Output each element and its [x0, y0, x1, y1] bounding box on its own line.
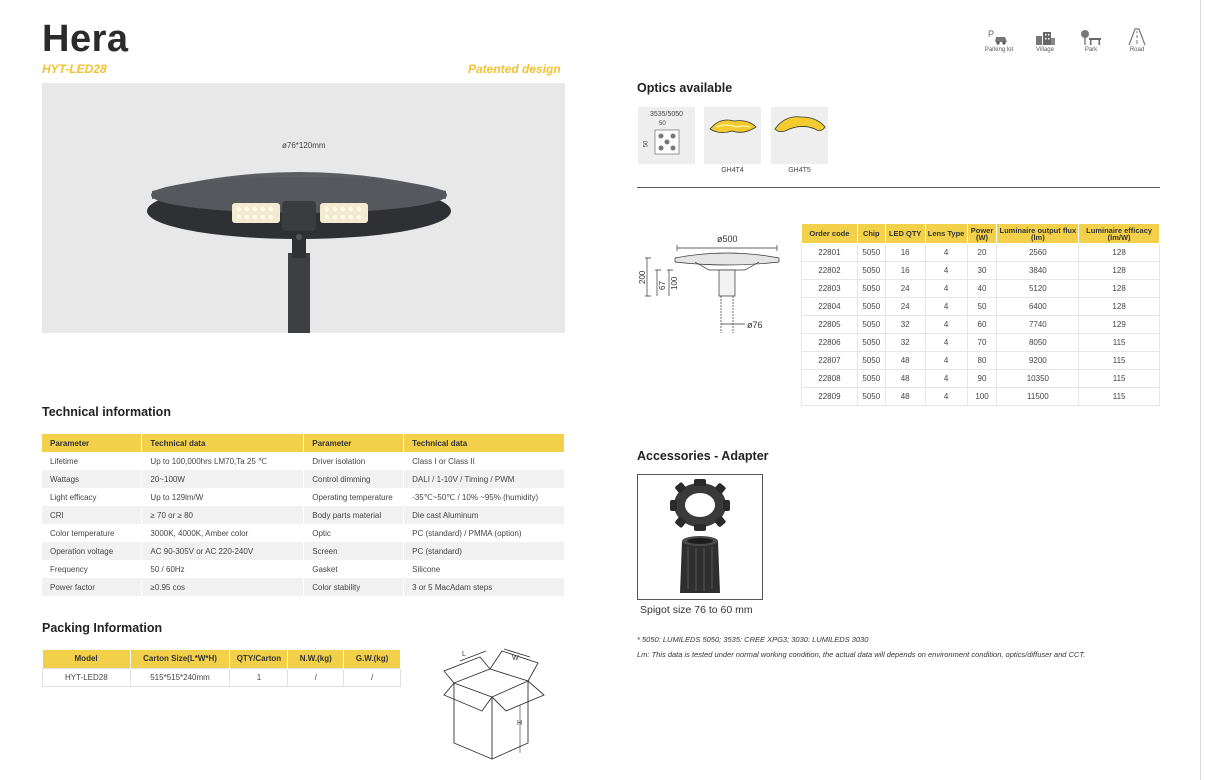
- packing-heading: Packing Information: [42, 621, 163, 635]
- table-cell: Color stability: [304, 578, 404, 596]
- table-cell: 5050: [857, 352, 885, 370]
- chip-dim-height: 50: [643, 140, 650, 148]
- table-cell: 22806: [802, 334, 858, 352]
- table-row: [802, 316, 1160, 334]
- table-cell: -35℃~50℃ / 10% ~95% (humidity): [404, 488, 565, 506]
- table-cell: 11500: [997, 388, 1079, 406]
- table-cell: 16: [885, 244, 925, 262]
- table-cell: 4: [925, 334, 967, 352]
- table-cell: 115: [1079, 334, 1160, 352]
- road-icon: [1126, 28, 1148, 46]
- chip-type-label: 3535/5050: [649, 111, 684, 118]
- table-row: [42, 488, 565, 506]
- table-cell: 22808: [802, 370, 858, 388]
- table-cell: 22802: [802, 262, 858, 280]
- table-cell: 22804: [802, 298, 858, 316]
- table-row: [42, 524, 565, 542]
- table-cell: 8050: [997, 334, 1079, 352]
- table-cell: /: [344, 668, 401, 686]
- column-header: G.W.(kg): [344, 650, 401, 668]
- table-cell: 22801: [802, 244, 858, 262]
- packing-table: [42, 650, 401, 687]
- chip-grid-icon: [654, 129, 680, 155]
- application-label: Village: [1036, 47, 1054, 53]
- column-header: N.W.(kg): [288, 650, 344, 668]
- photo-dimension: ø76*120mm: [282, 141, 326, 150]
- table-cell: 115: [1079, 388, 1160, 406]
- table-cell: Lifetime: [42, 452, 142, 470]
- parking-lot-icon: [988, 28, 1010, 46]
- table-cell: 22803: [802, 280, 858, 298]
- table-cell: 5050: [857, 262, 885, 280]
- dim-top: ø500: [717, 234, 738, 244]
- table-cell: 5050: [857, 244, 885, 262]
- table-cell: 22807: [802, 352, 858, 370]
- column-header: Order code: [802, 224, 858, 244]
- application-road: [1120, 28, 1154, 53]
- box-label-w: W: [512, 655, 519, 662]
- optic-label: GH4T4: [721, 167, 744, 174]
- column-header: Luminaire efficacy (lm/W): [1079, 224, 1160, 244]
- table-cell: Color temperature: [42, 524, 142, 542]
- table-cell: 32: [885, 316, 925, 334]
- chip-dim-width: 50: [659, 121, 666, 127]
- table-cell: Driver isolation: [304, 452, 404, 470]
- table-cell: 4: [925, 388, 967, 406]
- table-cell: Operation voltage: [42, 542, 142, 560]
- optic-chip-layout: [638, 107, 695, 164]
- table-cell: 80: [967, 352, 997, 370]
- table-row: [43, 668, 401, 686]
- box-label-h: H: [517, 720, 523, 727]
- table-row: [802, 244, 1160, 262]
- table-cell: 9200: [997, 352, 1079, 370]
- svg-text:P: P: [988, 29, 995, 39]
- application-label: Parking lot: [984, 47, 1014, 53]
- dim-h3: 100: [670, 276, 679, 290]
- table-row: [802, 262, 1160, 280]
- table-cell: 7740: [997, 316, 1079, 334]
- table-cell: ≥ 70 or ≥ 80: [142, 506, 304, 524]
- table-cell: /: [288, 668, 344, 686]
- table-cell: 50 / 60Hz: [142, 560, 304, 578]
- table-row: [42, 470, 565, 488]
- table-cell: 20~100W: [142, 470, 304, 488]
- table-cell: 6400: [997, 298, 1079, 316]
- table-cell: 60: [967, 316, 997, 334]
- table-cell: 128: [1079, 244, 1160, 262]
- table-row: [42, 578, 565, 596]
- table-cell: 115: [1079, 352, 1160, 370]
- table-cell: 129: [1079, 316, 1160, 334]
- adapter-caption: Spigot size 76 to 60 mm: [640, 604, 753, 616]
- table-row: [802, 352, 1160, 370]
- table-cell: DALI / 1-10V / Timing / PWM: [404, 470, 565, 488]
- table-cell: 48: [885, 388, 925, 406]
- column-header: Model: [43, 650, 131, 668]
- table-cell: 4: [925, 280, 967, 298]
- table-cell: Up to 129lm/W: [142, 488, 304, 506]
- table-cell: 70: [967, 334, 997, 352]
- table-cell: ≥0.95 cos: [142, 578, 304, 596]
- table-cell: HYT-LED28: [43, 668, 131, 686]
- column-header: Carton Size(L*W*H): [130, 650, 230, 668]
- table-cell: 4: [925, 316, 967, 334]
- table-cell: 10350: [997, 370, 1079, 388]
- table-cell: PC (standard) / PMMA (option): [404, 524, 565, 542]
- table-cell: 48: [885, 370, 925, 388]
- table-row: [802, 370, 1160, 388]
- table-cell: Control dimming: [304, 470, 404, 488]
- dim-h1: 200: [638, 270, 647, 284]
- table-cell: 4: [925, 244, 967, 262]
- table-row: [802, 388, 1160, 406]
- section-divider: [637, 187, 1160, 188]
- table-cell: Silicone: [404, 560, 565, 578]
- lumen-note: Lm: This data is tested under normal working condition, the actual data will depends on environment condition, optics/diffuser and CCT.: [637, 650, 1086, 659]
- application-label: Park: [1084, 47, 1098, 53]
- product-title: Hera: [42, 18, 129, 60]
- application-village: [1028, 28, 1062, 53]
- table-cell: 90: [967, 370, 997, 388]
- table-cell: 5120: [997, 280, 1079, 298]
- table-cell: 5050: [857, 370, 885, 388]
- chip-note: * 5050: LUMILEDS 5050; 3535: CREE XPG3; 3030: LUMILEDS 3030: [637, 635, 869, 644]
- column-header: Lens Type: [925, 224, 967, 244]
- table-cell: 5050: [857, 298, 885, 316]
- table-cell: 5050: [857, 388, 885, 406]
- table-cell: 3 or 5 MacAdam steps: [404, 578, 565, 596]
- table-cell: 24: [885, 298, 925, 316]
- table-cell: Die cast Aluminum: [404, 506, 565, 524]
- column-header: Luminaire output flux (lm): [997, 224, 1079, 244]
- table-cell: 5050: [857, 280, 885, 298]
- lens-gh4t5-icon: [771, 107, 828, 164]
- table-cell: 128: [1079, 298, 1160, 316]
- table-row: [42, 452, 565, 470]
- application-parking: [982, 28, 1016, 53]
- column-header: Power (W): [967, 224, 997, 244]
- table-cell: 115: [1079, 370, 1160, 388]
- table-row: [802, 334, 1160, 352]
- table-cell: 128: [1079, 262, 1160, 280]
- table-cell: Power factor: [42, 578, 142, 596]
- lens-gh4t4-icon: [704, 107, 761, 164]
- table-cell: Screen: [304, 542, 404, 560]
- table-cell: Wattags: [42, 470, 142, 488]
- column-header: LED QTY: [885, 224, 925, 244]
- dimension-drawing: [637, 228, 787, 343]
- product-photo: [42, 83, 565, 333]
- table-cell: Operating temperature: [304, 488, 404, 506]
- table-row: [42, 506, 565, 524]
- technical-heading: Technical information: [42, 405, 171, 419]
- table-row: [42, 560, 565, 578]
- accessories-heading: Accessories - Adapter: [637, 449, 769, 463]
- table-cell: Up to 100,000hrs LM70,Ta 25 ℃: [142, 452, 304, 470]
- model-code: HYT-LED28: [42, 62, 107, 76]
- column-header: Parameter: [304, 434, 404, 452]
- table-cell: 22809: [802, 388, 858, 406]
- optic-gh4t5: [771, 107, 828, 164]
- column-header: Chip: [857, 224, 885, 244]
- table-cell: 4: [925, 298, 967, 316]
- table-cell: 100: [967, 388, 997, 406]
- table-cell: Light efficacy: [42, 488, 142, 506]
- table-cell: Class I or Class II: [404, 452, 565, 470]
- table-cell: 16: [885, 262, 925, 280]
- column-header: Parameter: [42, 434, 142, 452]
- application-park: [1074, 28, 1108, 53]
- carton-box-drawing: [440, 643, 550, 763]
- table-cell: 4: [925, 370, 967, 388]
- table-cell: 50: [967, 298, 997, 316]
- optics-heading: Optics available: [637, 81, 733, 95]
- table-cell: 2560: [997, 244, 1079, 262]
- box-label-l: L: [462, 651, 466, 658]
- column-header: Technical data: [142, 434, 304, 452]
- table-cell: Gasket: [304, 560, 404, 578]
- table-cell: 3840: [997, 262, 1079, 280]
- table-cell: 48: [885, 352, 925, 370]
- table-cell: 40: [967, 280, 997, 298]
- table-cell: 3000K, 4000K, Amber color: [142, 524, 304, 542]
- table-cell: PC (standard): [404, 542, 565, 560]
- patent-label: Patented design: [468, 62, 561, 76]
- application-icons: [982, 28, 1154, 53]
- technical-header-row: [42, 434, 565, 452]
- table-row: [802, 280, 1160, 298]
- table-cell: 32: [885, 334, 925, 352]
- table-cell: Body parts material: [304, 506, 404, 524]
- table-cell: CRI: [42, 506, 142, 524]
- column-header: Technical data: [404, 434, 565, 452]
- technical-table: [42, 434, 565, 596]
- table-cell: Frequency: [42, 560, 142, 578]
- table-cell: 4: [925, 262, 967, 280]
- table-cell: 20: [967, 244, 997, 262]
- column-header: QTY/Carton: [230, 650, 288, 668]
- village-icon: [1034, 28, 1056, 46]
- dim-h2: 67: [658, 281, 667, 290]
- table-cell: 1: [230, 668, 288, 686]
- table-cell: AC 90-305V or AC 220-240V: [142, 542, 304, 560]
- packing-header-row: [43, 650, 401, 668]
- adapter-image: [637, 474, 763, 600]
- optic-gh4t4: [704, 107, 761, 164]
- page-edge-rule: [1200, 0, 1201, 780]
- table-cell: 5050: [857, 334, 885, 352]
- dim-bottom: ø76: [747, 320, 763, 330]
- optic-label: GH4T5: [788, 167, 811, 174]
- table-row: [802, 298, 1160, 316]
- table-cell: 22805: [802, 316, 858, 334]
- table-cell: 5050: [857, 316, 885, 334]
- application-label: Road: [1129, 47, 1145, 53]
- table-cell: 30: [967, 262, 997, 280]
- table-cell: 515*515*240mm: [130, 668, 230, 686]
- park-icon: [1080, 28, 1102, 46]
- table-cell: 24: [885, 280, 925, 298]
- order-table: [801, 223, 1160, 406]
- order-header-row: [802, 224, 1160, 244]
- luminaire-illustration: [42, 83, 565, 333]
- table-cell: 4: [925, 352, 967, 370]
- adapter-illustration: [638, 475, 762, 599]
- table-row: [42, 542, 565, 560]
- table-cell: 128: [1079, 280, 1160, 298]
- table-cell: Optic: [304, 524, 404, 542]
